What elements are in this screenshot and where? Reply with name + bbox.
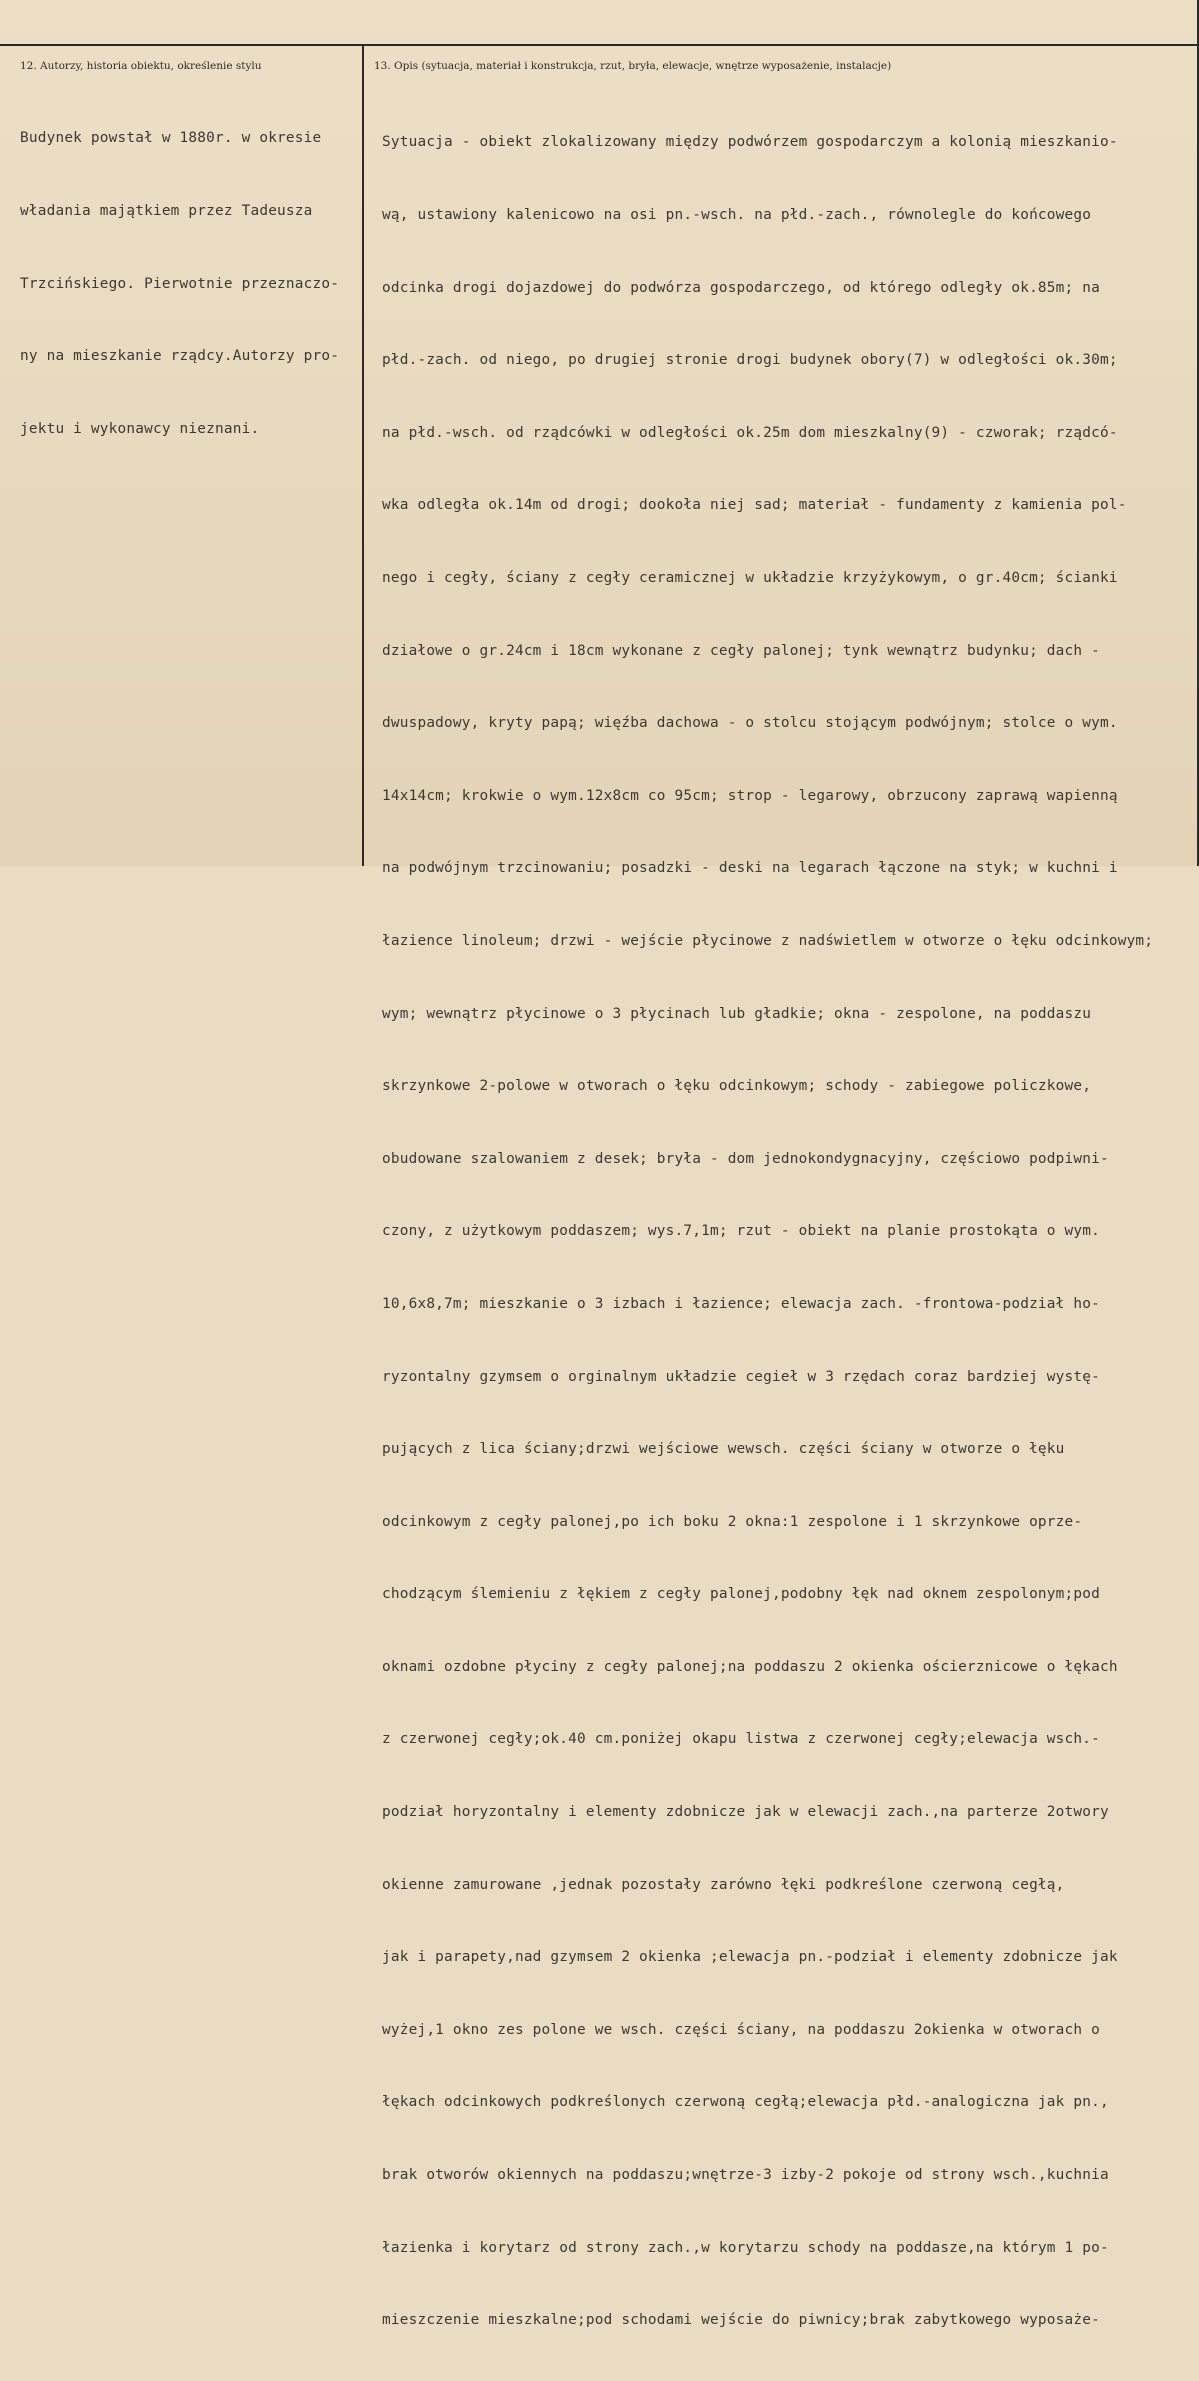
text-line: Trzcińskiego. Pierwotnie przeznaczo-	[20, 275, 340, 292]
text-line: Budynek powstał w 1880r. w okresie	[20, 130, 322, 147]
text-line: wka odległa ok.14m od drogi; dookoła niej sad; materiał - fundamenty z kamienia pol-	[382, 497, 1127, 514]
text-line: wą, ustawiony kalenicowo na osi pn.-wsch. na płd.-zach., równolegle do końcowego	[382, 207, 1092, 223]
text-line: jektu i wykonawcy nieznani.	[20, 420, 260, 437]
text-line: łękach odcinkowych podkreślonych czerwoną cegłą;elewacja płd.-analogiczna jak pn.,	[382, 2094, 1109, 2111]
text-line: wyżej,1 okno zes polone we wsch. części ściany, na poddaszu 2okienka w otworach o	[382, 2021, 1100, 2038]
section-12-text	[20, 78, 339, 489]
text-line: dwuspadowy, kryty papą; więźba dachowa - o stolcu stojącym podwójnym; stolce o wym.	[382, 715, 1118, 732]
text-line: czony, z użytkowym poddaszem; wys.7,1m; rzut - obiekt na planie prostokąta o wym.	[382, 1223, 1100, 1240]
text-line: płd.-zach. od niego, po drugiej stronie drogi budynek obory(7) w odległości ok.30m;	[382, 352, 1118, 369]
text-line: odcinkowym z cegły palonej,po ich boku 2 okna:1 zespolone i 1 skrzynkowe oprze-	[382, 1513, 1083, 1530]
section-13-header: 13. Opis (sytuacja, materiał i konstrukcja, rzut, bryła, elewacje, wnętrze wyposażenie, instalacje)	[374, 60, 892, 72]
text-line: okienne zamurowane ,jednak pozostały zarówno łęki podkreślone czerwoną cegłą,	[382, 1876, 1065, 1893]
section-12-header: 12. Autorzy, historia obiektu, określenie stylu	[20, 60, 262, 72]
text-line: odcinka drogi dojazdowej do podwórza gospodarczego, od którego odległy ok.85m; na	[382, 279, 1100, 296]
text-line: oknami ozdobne płyciny z cegły palonej;na poddaszu 2 okienka ościerznicowe o łękach	[382, 1658, 1118, 1675]
text-line: działowe o gr.24cm i 18cm wykonane z cegły palonej; tynk wewnątrz budynku; dach -	[382, 642, 1100, 659]
text-line: z czerwonej cegły;ok.40 cm.poniżej okapu listwa z czerwonej cegły;elewacja wsch.-	[382, 1731, 1100, 1748]
text-line: łazience linoleum; drzwi - wejście płycinowe z nadświetlem w otworze o łęku odcinkowym;	[382, 932, 1154, 949]
text-line: skrzynkowe 2-polowe w otworach o łęku odcinkowym; schody - zabiegowe policzkowe,	[382, 1078, 1092, 1095]
text-line: ny na mieszkanie rządcy.Autorzy pro-	[20, 348, 340, 365]
top-rule	[0, 44, 1199, 46]
text-line: na płd.-wsch. od rządcówki w odległości ok.25m dom mieszkalny(9) - czworak; rządcó-	[382, 424, 1118, 441]
text-line: 14x14cm; krokwie o wym.12x8cm co 95cm; strop - legarowy, obrzucony zaprawą wapienną	[382, 787, 1118, 804]
text-line: władania majątkiem przez Tadeusza	[20, 203, 313, 219]
text-line: na podwójnym trzcinowaniu; posadzki - deski na legarach łączone na styk; w kuchni i	[382, 860, 1118, 877]
text-line: Sytuacja - obiekt zlokalizowany między podwórzem gospodarczym a kolonią mieszkanio-	[382, 134, 1118, 151]
text-line: jak i parapety,nad gzymsem 2 okienka ;elewacja pn.-podział i elementy zdobnicze jak	[382, 1949, 1118, 1966]
text-line: brak otworów okiennych na poddaszu;wnętrze-3 izby-2 pokoje od strony wsch.,kuchnia	[382, 2167, 1109, 2184]
column-divider	[362, 44, 364, 866]
text-line: wym; wewnątrz płycinowe o 3 płycinach lub gładkie; okna - zespolone, na poddaszu	[382, 1005, 1092, 1022]
section-13-text	[382, 82, 1153, 2381]
text-line: nego i cegły, ściany z cegły ceramicznej w układzie krzyżykowym, o gr.40cm; ścianki	[382, 569, 1118, 586]
text-line: łazienka i korytarz od strony zach.,w korytarzu schody na poddasze,na którym 1 po-	[382, 2239, 1109, 2256]
text-line: 10,6x8,7m; mieszkanie o 3 izbach i łazience; elewacja zach. -frontowa-podział ho-	[382, 1295, 1100, 1312]
text-line: obudowane szalowaniem z desek; bryła - dom jednokondygnacyjny, częściowo podpiwni-	[382, 1150, 1109, 1167]
text-line: podział horyzontalny i elementy zdobnicze jak w elewacji zach.,na parterze 2otwory	[382, 1804, 1109, 1821]
text-line: ryzontalny gzymsem o orginalnym układzie cegieł w 3 rzędach coraz bardziej wystę-	[382, 1368, 1100, 1385]
text-line: chodzącym ślemieniu z łękiem z cegły palonej,podobny łęk nad oknem zespolonym;pod	[382, 1586, 1100, 1603]
text-line: pujących z lica ściany;drzwi wejściowe wewsch. części ściany w otworze o łęku	[382, 1441, 1065, 1458]
text-line: mieszczenie mieszkalne;pod schodami wejście do piwnicy;brak zabytkowego wyposaże-	[382, 2312, 1100, 2329]
